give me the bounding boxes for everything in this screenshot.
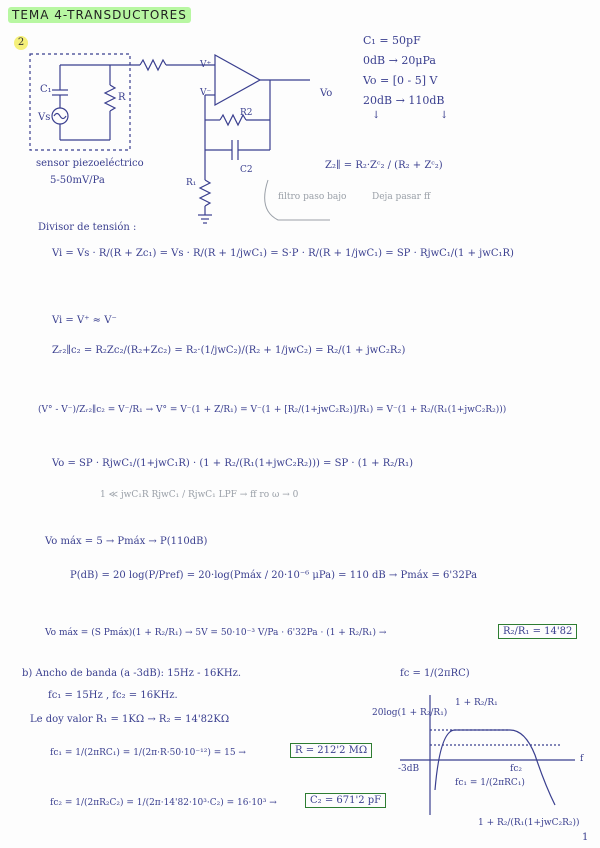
zeq-formula: Z₂∥ = R₂·Zᶜ₂ / (R₂ + Zᶜ₂)	[325, 160, 443, 171]
eq-vomax: Vo máx = 5 → Pmáx → P(110dB)	[45, 536, 208, 547]
sensor-sensitivity: 5-50mV/Pa	[50, 175, 105, 186]
spec-c1: C₁ = 50pF	[363, 34, 421, 47]
section-divisor: Divisor de tensión :	[38, 222, 137, 233]
spec-0db: 0dB → 20μPa	[363, 54, 436, 67]
label-c2: C2	[240, 165, 253, 175]
page-title: TEMA 4-TRANSDUCTORES	[8, 8, 191, 22]
label-r2: R2	[240, 108, 253, 118]
eq-pdb: P(dB) = 20 log(P/Pref) = 20·log(Pmáx / 20·10⁻⁶ μPa) = 110 dB → Pmáx = 6'32Pa	[70, 570, 478, 581]
arrow-down-icon: ↓	[440, 110, 449, 121]
label-vs: Vs	[38, 112, 51, 123]
eq-vo-full: Vo = SP · RjwC₁/(1+jwC₁R) · (1 + R₂/(R₁(1+jwC₂R₂))) = SP · (1 + R₂/R₁)	[52, 458, 414, 469]
label-vplus: V⁺	[200, 60, 212, 70]
eq-vo-node: (V° - V⁻)/Zᵣ₂∥c₂ = V⁻/R₁ → V° = V⁻(1 + Z/R₁) = V⁻(1 + [R₂/(1+jwC₂R₂)]/R₁) = V⁻(1 + R₂/(R₁(1+jwC₂R₂)))	[38, 405, 507, 415]
bode-f-axis: f	[580, 754, 584, 764]
bode-gain: 1 + R₂/R₁	[455, 698, 498, 708]
page-number: 1	[582, 832, 589, 843]
bode-fc1: fc₁ = 1/(2πRC₁)	[455, 778, 525, 788]
eq-vi: Vi = Vs · R/(R + Zc₁) = Vs · R/(R + 1/jwC₁) = S·P · R/(R + 1/jwC₁) = SP · RjwC₁/(1 + jwC₁R)	[52, 248, 514, 259]
eq-fc1: fc₁ = 1/(2πRC₁) = 1/(2π·R·50·10⁻¹²) = 15 →	[50, 748, 246, 758]
note-filter: filtro paso bajo	[278, 192, 347, 202]
label-vminus: V⁻	[200, 88, 212, 98]
label-c1: C₁	[40, 84, 52, 95]
label-r: R	[118, 92, 126, 103]
bode-fc2: fc₂	[510, 764, 522, 774]
fc-formula: fc = 1/(2πRC)	[400, 668, 470, 679]
label-r1: R₁	[186, 178, 197, 188]
fc1-result-box: R = 212'2 MΩ	[290, 743, 372, 758]
eq-vo-note: 1 ≪ jwC₁R RjwC₁ / RjwC₁ LPF → ff ro ω → 0	[100, 490, 299, 500]
spec-vo: Vo = [0 - 5] V	[363, 74, 438, 87]
label-vo: Vo	[320, 88, 333, 99]
eq-zeq: Zᵣ₂∥c₂ = R₂Zc₂/(R₂+Zc₂) = R₂·(1/jwC₂)/(R₂ + 1/jwC₂) = R₂/(1 + jwC₂R₂)	[52, 345, 406, 356]
note-pass: Deja pasar ff	[372, 192, 431, 202]
eq-vomax2: Vo máx = (S Pmáx)(1 + R₂/R₁) → 5V = 50·10⁻³ V/Pa · 6'32Pa · (1 + R₂/R₁) →	[45, 628, 387, 638]
assign-r1: Le doy valor R₁ = 1KΩ → R₂ = 14'82KΩ	[30, 714, 230, 725]
sensor-label: sensor piezoeléctrico	[36, 158, 144, 169]
bode-tf: 1 + R₂/(R₁(1+jwC₂R₂))	[478, 818, 580, 828]
spec-range: 20dB → 110dB	[363, 94, 445, 107]
arrow-down-icon: ↓	[372, 110, 381, 121]
bode-m3db: -3dB	[398, 764, 420, 774]
fc2-result-box: C₂ = 671'2 pF	[305, 793, 386, 808]
bode-ylabel: 20log(1 + R₂/R₁)	[372, 708, 448, 718]
fc-values: fc₁ = 15Hz , fc₂ = 16KHz.	[48, 690, 178, 701]
item-number-badge: 2	[14, 36, 28, 50]
eq-vi-approx: Vi = V⁺ ≈ V⁻	[52, 315, 117, 326]
eq-fc2: fc₂ = 1/(2πR₂C₂) = 1/(2π·14'82·10³·C₂) = 16·10³ →	[50, 798, 277, 808]
section-bandwidth: b) Ancho de banda (a -3dB): 15Hz - 16KHz.	[22, 668, 242, 679]
circuit-diagram	[0, 40, 333, 240]
result-ratio-box: R₂/R₁ = 14'82	[498, 624, 577, 639]
